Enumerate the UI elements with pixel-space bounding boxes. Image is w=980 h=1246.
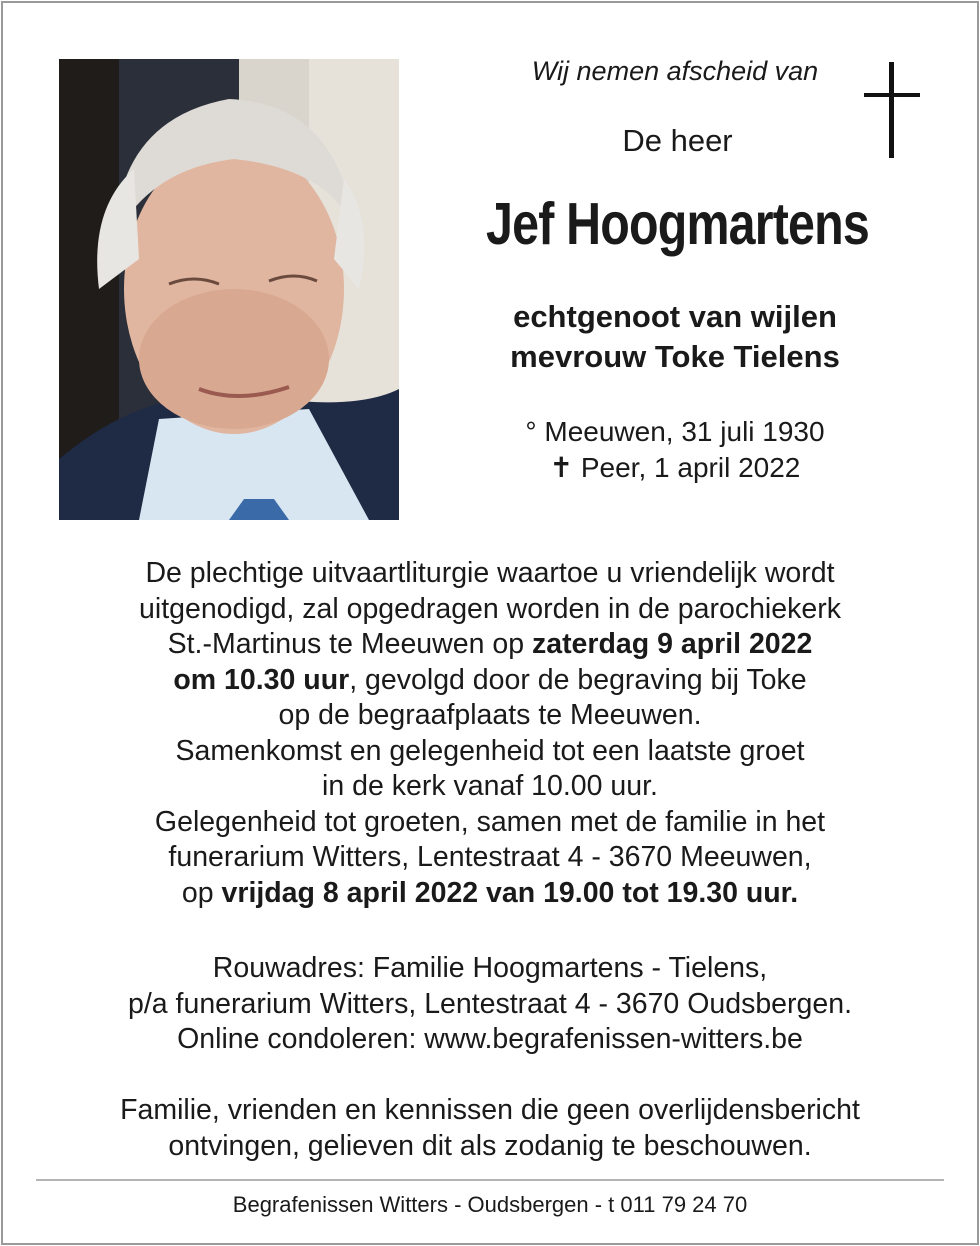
footer-text: Begrafenissen Witters - Oudsbergen - t 011 79 24 70 [232, 1192, 748, 1217]
ceremony-line: funerarium Witters, Lentestraat 4 - 3670 Meeuwen, [168, 841, 812, 873]
portrait-photo [59, 59, 399, 520]
ceremony-line: op vrijdag 8 april 2022 van 19.00 tot 19.30 uur. [181, 876, 799, 909]
ceremony-line: De plechtige uitvaartliturgie waartoe u vriendelijk wordt [145, 557, 835, 589]
ceremony-line: St.-Martinus te Meeuwen op zaterdag 9 april 2022 [167, 628, 813, 660]
spouse-info [440, 297, 910, 377]
ceremony-line: uitgenodigd, zal opgedragen worden in de parochiekerk [139, 592, 841, 625]
divider [36, 1179, 944, 1181]
address-line: p/a funerarium Witters, Lentestraat 4 - 3670 Oudsbergen. [128, 987, 852, 1020]
death-date: ✝ Peer, 1 april 2022 [549, 452, 801, 483]
closing-note [40, 1093, 940, 1164]
address-line: Rouwadres: Familie Hoogmartens - Tielens, [212, 952, 768, 984]
ceremony-date: zaterdag 9 april 2022 [531, 628, 813, 660]
ceremony-line: Samenkomst en gelegenheid tot een laatste groet [175, 734, 805, 767]
deceased-name: Jef Hoogmartens [486, 191, 869, 257]
ceremony-line: om 10.30 uur, gevolgd door de begraving bij Toke [173, 663, 807, 696]
mourning-address [40, 951, 940, 1058]
spouse-line: mevrouw Toke Tielens [510, 339, 840, 374]
condolence-link: Online condoleren: www.begrafenissen-witters.be [177, 1023, 803, 1055]
ceremony-line: Gelegenheid tot groeten, samen met de familie in het [154, 805, 826, 838]
closing-line: ontvingen, gelieven dit als zodanig te beschouwen. [168, 1129, 812, 1162]
intro-text: Wij nemen afscheid van [531, 56, 819, 86]
life-dates [440, 414, 910, 486]
ceremony-time: om 10.30 uur [173, 663, 350, 696]
honorific: De heer [622, 123, 733, 158]
ceremony-details [40, 556, 940, 911]
spouse-line: echtgenoot van wijlen [513, 299, 837, 334]
closing-line: Familie, vrienden en kennissen die geen overlijdensbericht [120, 1094, 860, 1126]
ceremony-line: in de kerk vanaf 10.00 uur. [322, 770, 658, 802]
ceremony-line: op de begraafplaats te Meeuwen. [278, 699, 702, 731]
visitation-time: vrijdag 8 april 2022 van 19.00 tot 19.30 uur. [221, 876, 799, 909]
birth-date: ° Meeuwen, 31 juli 1930 [525, 416, 825, 447]
